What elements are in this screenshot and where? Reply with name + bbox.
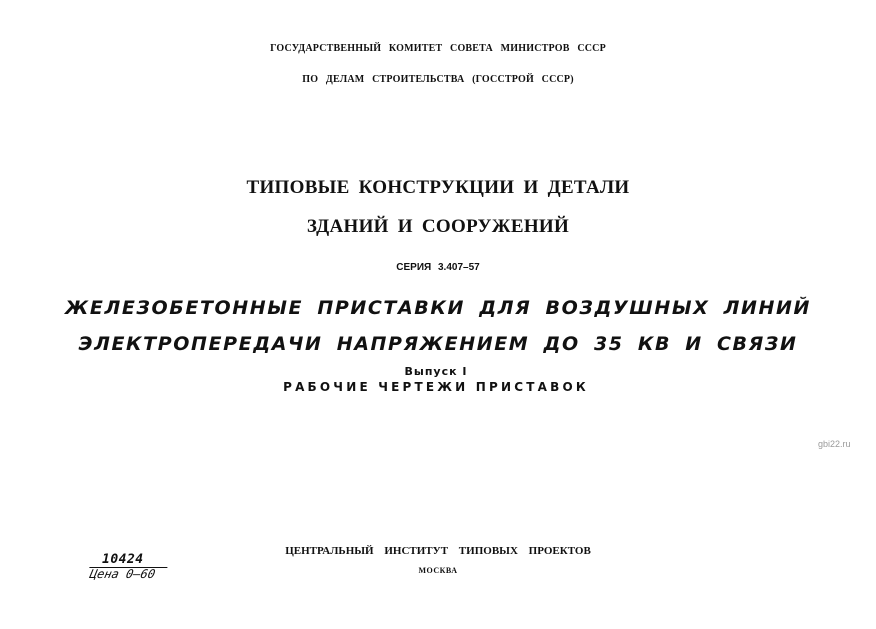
stamp-number: 10424 (102, 552, 144, 567)
institute-name: ЦЕНТРАЛЬНЫЙ ИНСТИТУТ ТИПОВЫХ ПРОЕКТОВ (285, 545, 591, 557)
city-name: МОСКВА (418, 566, 458, 575)
watermark-text: gbi22.ru (818, 439, 851, 449)
series-label: СЕРИЯ 3.407–57 (396, 262, 480, 273)
drawings-label: РАБОЧИЕ ЧЕРТЕЖИ ПРИСТАВОК (283, 380, 589, 394)
subject-line-2: ЭЛЕКТРОПЕРЕДАЧИ НАПРЯЖЕНИЕМ ДО 35 КВ И СВЯЗИ (78, 333, 798, 355)
committee-line-2: ПО ДЕЛАМ СТРОИТЕЛЬСТВА (ГОССТРОЙ СССР) (302, 74, 574, 85)
committee-line-1: ГОСУДАРСТВЕННЫЙ КОМИТЕТ СОВЕТА МИНИСТРОВ СССР (270, 43, 606, 54)
stamp-price: Цена 0–60 (87, 567, 168, 581)
main-title-line-1: ТИПОВЫЕ КОНСТРУКЦИИ И ДЕТАЛИ (246, 177, 630, 198)
issue-label: Выпуск I (404, 365, 468, 378)
main-title-line-2: ЗДАНИЙ И СООРУЖЕНИЙ (306, 216, 570, 237)
subject-line-1: ЖЕЛЕЗОБЕТОННЫЕ ПРИСТАВКИ ДЛЯ ВОЗДУШНЫХ ЛИНИЙ (65, 297, 811, 319)
